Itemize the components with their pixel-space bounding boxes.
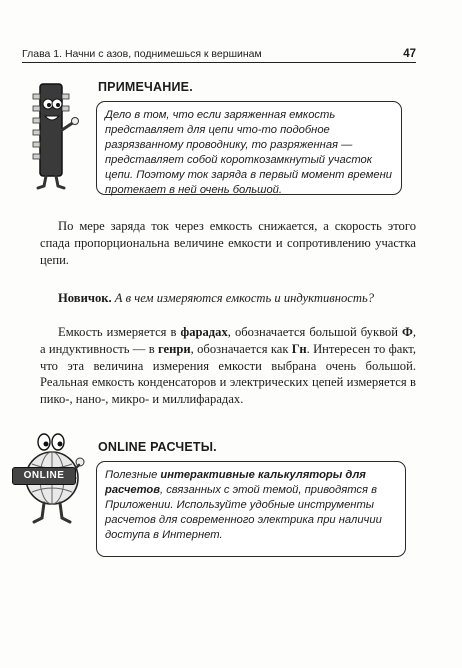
p2-text-a: Емкость измеряется в [58,325,181,339]
term-farad: фарадах [180,325,228,339]
paragraph-1: По мере заряда ток через емкость снижается, а скорость этого спада пропорциональна величине емкости и сопротивлению участка цепи. [40,219,416,267]
chip-mascot-icon [28,80,80,192]
newbie-question [40,291,416,306]
page-number: 47 [403,48,416,60]
chapter-title: Глава 1. Начни с азов, поднимешься к вершинам [22,48,262,60]
qa-speaker: Новичок. [58,291,112,305]
online-text-b: , связанных с этой темой, приводятся в Приложении. Используйте удобные инструменты расчетов для современного электрика при наличии доступа в Интернет. [105,484,382,541]
note-text: Дело в том, что если заряженная емкость представляет для цепи что-то подобное разрязванному проводнику, то разряженная — представляет собой короткозамкнутый участок цепи. Поэтому ток заряда в первый момент времени протекает в ней очень большой. [105,109,393,196]
note-title: ПРИМЕЧАНИЕ. [98,80,193,94]
p2-text-d: , обозначается как [190,341,292,356]
online-title: ONLINE РАСЧЕТЫ. [98,440,217,454]
p2-text-e: . Интересен то факт, что эта величина измерения емкости выбрана очень большой. Реальная емкость конденсаторов и электрических цепей измеряется в пико-, нано-, микро- и миллифарадах. [40,341,416,407]
p2-text-b: , обозначается большой буквой [227,325,403,339]
online-box [96,461,406,557]
online-calculators-link-text: интерактивные калькуляторы для расчетов [105,469,366,496]
paragraph-2 [40,324,416,408]
symbol-henry: Гн [291,341,307,356]
symbol-farad: Ф [402,325,413,339]
online-badge: ONLINE [12,467,76,485]
online-text [105,468,397,543]
note-box [96,101,402,195]
p2-text-c: , а индуктивность — в [40,325,417,356]
qa-question: А в чем измеряются емкость и индуктивность? [114,291,375,305]
header-rule [22,62,416,63]
online-text-a: Полезные [105,469,161,481]
term-henry: генри [157,341,191,356]
running-header [22,48,416,60]
